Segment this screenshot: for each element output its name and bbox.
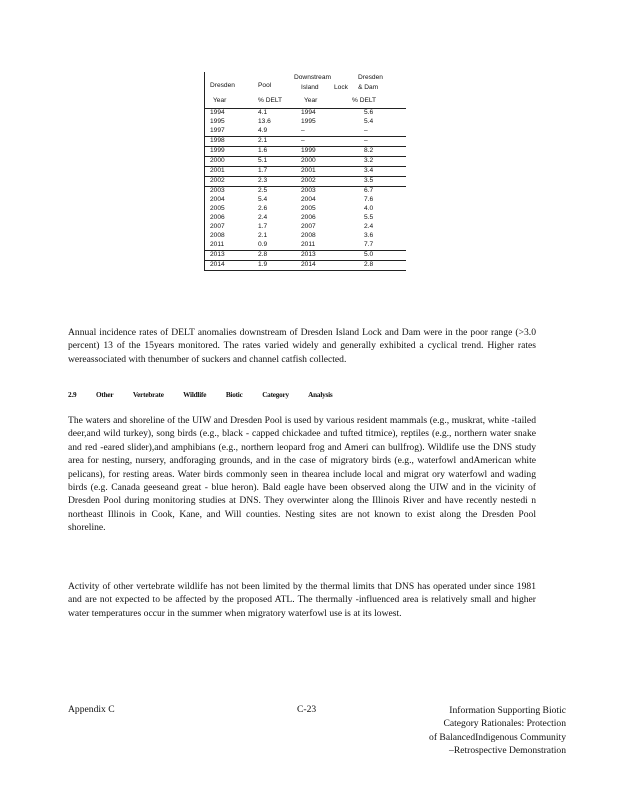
table-row (204, 223, 406, 232)
table-row (204, 260, 406, 271)
table-cell: 1995 (301, 118, 316, 125)
table-cell: 1994 (210, 109, 225, 116)
section-title-word: Category (262, 391, 289, 399)
header-island: Island (301, 84, 319, 91)
table-cell: 2001 (301, 167, 316, 174)
table-cell: 1999 (210, 147, 225, 154)
table-cell: 2.3 (258, 177, 268, 184)
table-cell: 1994 (301, 109, 316, 116)
table-cell: 3.6 (364, 232, 374, 239)
table-cell: 4.9 (258, 127, 268, 134)
header-dresden: Dresden (210, 82, 235, 89)
table-row (204, 166, 406, 176)
table-cell: – (364, 137, 368, 144)
table-row (204, 205, 406, 214)
table-cell: 2004 (301, 196, 316, 203)
table-row (204, 250, 406, 260)
table-cell: 5.0 (364, 251, 374, 258)
section-heading (68, 391, 351, 399)
footer-title-line: Information Supporting Biotic (449, 705, 566, 716)
table-cell: 2.8 (258, 251, 268, 258)
table-cell: 6.7 (364, 187, 374, 194)
footer-title-line: –Retrospective Demonstration (449, 745, 566, 757)
table-cell: 2013 (210, 251, 225, 258)
table-cell: 5.5 (364, 214, 374, 221)
table-cell: 2004 (210, 196, 225, 203)
table-cell: 2.1 (258, 232, 268, 239)
section-number: 2.9 (68, 391, 77, 399)
header-dresden-2: Dresden (358, 74, 383, 81)
table-cell: 1.6 (258, 147, 268, 154)
header-pct-1: % DELT (258, 97, 283, 104)
table-row (204, 186, 406, 196)
table-cell: 0.9 (258, 241, 268, 248)
table-row (204, 176, 406, 186)
paragraph-wildlife-use: The waters and shoreline of the UIW and Dresden Pool is used by various resident mammals (e.g., muskrat, white -tailed deer,and wild turkey), song birds (e.g., black - capped chickadee and tufted titmice), reptiles (e.g., northern water snake and red -eared slider),and amphibians (e.g., northern leopard frog and Ameri can bullfrog). Wildlife use the DNS study area for nesting, nursery, andforaging grounds, and in the case of migratory birds (e.g., waterfowl andAmerican white pelicans), for resting areas. Water birds commonly seen in thearea include local and migrat ory waterfowl and wading birds (e.g. Canada geeseand great - blue heron). Bald eagle have been observed along the UIW and in the vicinity of Dresden Pool during monitoring studies at DNS. They overwinter along the Illinois River and have recently nestedi n northeast Illinois in Cook, Kane, and Will counties. Nesting sites are not known to exist along the Dresden Pool shoreline. (68, 415, 536, 534)
table-cell: 1.7 (258, 167, 268, 174)
table-cell: 2.5 (258, 187, 268, 194)
header-pct-2: % DELT (352, 97, 377, 104)
table-row (204, 118, 406, 127)
table-cell: 2001 (210, 167, 225, 174)
table-row (204, 127, 406, 136)
table-cell: – (301, 137, 305, 144)
table-cell: 8.2 (364, 147, 374, 154)
footer-title-line: of BalancedIndigenous Community (429, 731, 566, 743)
table-cell: 3.4 (364, 167, 374, 174)
table-cell: 4.1 (258, 109, 268, 116)
table-row (204, 136, 406, 146)
section-title-word: Other (96, 391, 114, 399)
table-row (204, 241, 406, 250)
section-title-word: Wildlife (183, 391, 207, 399)
table-cell: 1997 (210, 127, 225, 134)
table-cell: 2000 (210, 157, 225, 164)
paragraph-delt-summary: Annual incidence rates of DELT anomalies downstream of Dresden Island Lock and Dam were in the poor range (>3.0 percent) 13 of the 15years monitored. The rates varied widely and generally exhibited a cyclical trend. Higher rates wereassociated with thenumber of suckers and channel catfish collected. (68, 327, 536, 365)
table-cell: 2.8 (364, 261, 374, 268)
footer-section-title (380, 704, 566, 758)
header-year-1: Year (213, 97, 227, 104)
table-row (204, 232, 406, 241)
table-row (204, 196, 406, 205)
table-cell: 7.6 (364, 196, 374, 203)
section-title-word: Analysis (308, 391, 333, 399)
header-year-2: Year (304, 97, 318, 104)
table-cell: 2011 (301, 241, 316, 248)
table-cell: 5.6 (364, 109, 374, 116)
table-cell: 2008 (210, 232, 225, 239)
table-cell: 2007 (210, 223, 225, 230)
table-cell: 2005 (210, 205, 225, 212)
header-lock: Lock (334, 84, 348, 91)
table-cell: 1995 (210, 118, 225, 125)
footer-appendix: Appendix C (68, 704, 115, 715)
section-title-word: Vertebrate (132, 391, 164, 399)
paragraph-other-vertebrate: Activity of other vertebrate wildlife has not been limited by the thermal limits that DNS has operated under since 1981 and are not expected to be affected by the proposed ATL. The thermally -influenced area is relatively small and higher water temperatures occur in the summer when migratory waterfowl use is at its lowest. (68, 581, 536, 619)
footer-page-number: C-23 (297, 704, 317, 715)
table-cell: 2008 (301, 232, 316, 239)
table-cell: 5.1 (258, 157, 268, 164)
table-cell: 1999 (301, 147, 316, 154)
table-cell: 3.2 (364, 157, 374, 164)
table-cell: 2.6 (258, 205, 268, 212)
table-cell: 2007 (301, 223, 316, 230)
table-cell: 5.4 (364, 118, 374, 125)
table-cell: 2.1 (258, 137, 268, 144)
table-cell: 2014 (301, 261, 316, 268)
table-cell: 5.4 (258, 196, 268, 203)
table-cell: 2011 (210, 241, 225, 248)
table-cell: 2002 (301, 177, 316, 184)
table-cell: 2006 (301, 214, 316, 221)
table-cell: 1.9 (258, 261, 268, 268)
table-cell: 7.7 (364, 241, 374, 248)
table-cell: 3.5 (364, 177, 374, 184)
section-title-word: Biotic (225, 391, 243, 399)
table-cell: – (364, 127, 368, 134)
table-cell: 2005 (301, 205, 316, 212)
delt-table (204, 72, 406, 271)
table-header (204, 72, 406, 109)
table-cell: 2013 (301, 251, 316, 258)
table-cell: 2006 (210, 214, 225, 221)
table-row (204, 156, 406, 166)
table-cell: 13.6 (258, 118, 271, 125)
table-cell: – (301, 127, 305, 134)
table-cell: 2003 (210, 187, 225, 194)
table-cell: 2014 (210, 261, 225, 268)
header-downstream: Downstream (294, 74, 332, 81)
table-cell: 2.4 (258, 214, 268, 221)
table-row (204, 146, 406, 156)
table-cell: 1.7 (258, 223, 268, 230)
header-amp-dam: & Dam (358, 84, 379, 91)
table-cell: 1998 (210, 137, 225, 144)
header-pool: Pool (258, 82, 272, 89)
table-cell: 2000 (301, 157, 316, 164)
table-cell: 4.0 (364, 205, 374, 212)
table-cell: 2002 (210, 177, 225, 184)
table-row (204, 214, 406, 223)
table-cell: 2.4 (364, 223, 374, 230)
table-row (204, 109, 406, 118)
footer-title-line: Category Rationales: Protection (443, 718, 566, 730)
table-cell: 2003 (301, 187, 316, 194)
